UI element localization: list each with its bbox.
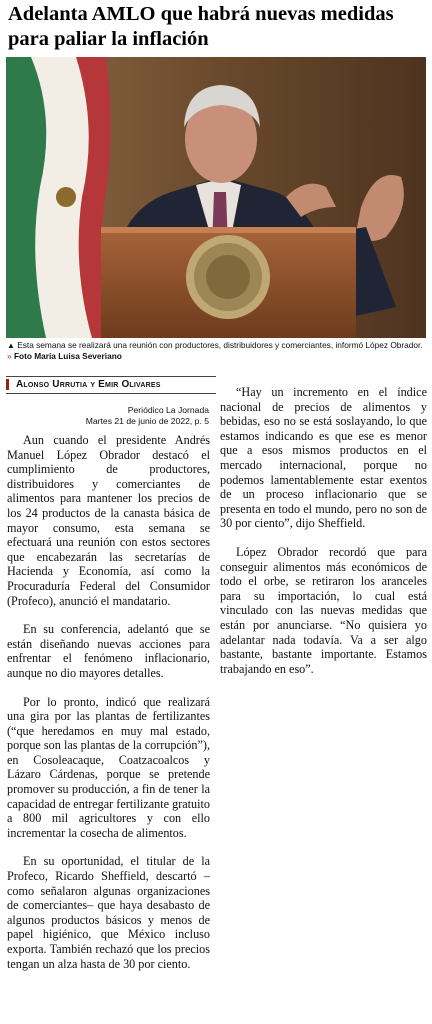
publication-name: Periódico La Jornada	[127, 405, 209, 415]
photo-caption	[7, 340, 427, 362]
paragraph: Aun cuando el presidente Andrés Manuel López Obrador destacó el cumplimiento de productores, distribuidores y comerciantes de alimentos para mantener los precios de los 24 productos de la canasta básica de mayor consumo, esta semana se efectuará una reunión con estos sectores que encabezarán las secretarías de Hacienda y Economía, así como la Procuraduría Federal del Consumidor (Profeco), anunció el mandatario.	[7, 433, 210, 608]
article-column-left	[7, 433, 210, 985]
paragraph: En su oportunidad, el titular de la Profeco, Ricardo Sheffield, descartó –como señalaron algunas organizaciones de comerciantes– que haya desabasto de algunos productos básicos y menos de papel higiénico, que México incluso exporta. También rechazó que los precios tengan un alza hasta de 30 por ciento.	[7, 854, 210, 971]
publication-date: Martes 21 de junio de 2022, p. 5	[85, 416, 209, 426]
paragraph: “Hay un incremento en el índice nacional de precios de alimentos y bebidas, eso no se está soslayando, lo que estamos indicando es que ese es menor que a esos mismos productos en el mercado internacional, porque no podemos lamentablemente estar exentos de un proceso inflacionario que se presenta en todo el mundo, pero no son de 30 por ciento”, dijo Sheffield.	[220, 385, 427, 531]
byline-accent	[6, 379, 9, 390]
byline-bar	[6, 376, 216, 394]
headline: Adelanta AMLO que habrá nuevas medidas para paliar la inflación	[8, 3, 394, 50]
caption-text: Esta semana se realizará una reunión con productores, distribuidores y comerciantes, informó López Obrador.	[17, 340, 423, 350]
article-column-right	[220, 385, 427, 690]
photo-illustration	[6, 57, 426, 338]
flag	[6, 57, 114, 338]
credit-marker: »	[7, 351, 12, 361]
source-info	[6, 405, 209, 427]
caption-marker: ▲	[7, 341, 15, 350]
paragraph: López Obrador recordó que para conseguir alimentos más económicos de todo el orbe, se retiraron los aranceles para su importación, lo cual está vinculado con las nuevas medidas que están por anunciarse. “No quisiera yo adelantar nada todavía. Va a ser algo bastante, bastante importante. Estamos trabajando en eso”.	[220, 544, 427, 676]
paragraph: Por lo pronto, indicó que realizará una gira por las plantas de fertilizantes (“que heredamos en muy mal estado, porque son las plantas de la corrupción”), en Cosoleacaque, Coatzacoalcos y Lázaro Cárdenas, porque se pretende promover su producción, a fin de tener la capacidad de entregar fertilizante gratuito a 800 mil agricultores y con ello incrementar la cosecha de alimentos.	[7, 694, 211, 840]
article-photo	[6, 57, 426, 338]
paragraph: En su conferencia, adelantó que se están diseñando nuevas acciones para enfrentar el fenómeno inflacionario, aunque no dio mayores detalles.	[7, 622, 210, 680]
photo-credit: Foto María Luisa Severiano	[13, 351, 122, 361]
byline: Alonso Urrutia y Emir Olivares	[16, 379, 161, 390]
